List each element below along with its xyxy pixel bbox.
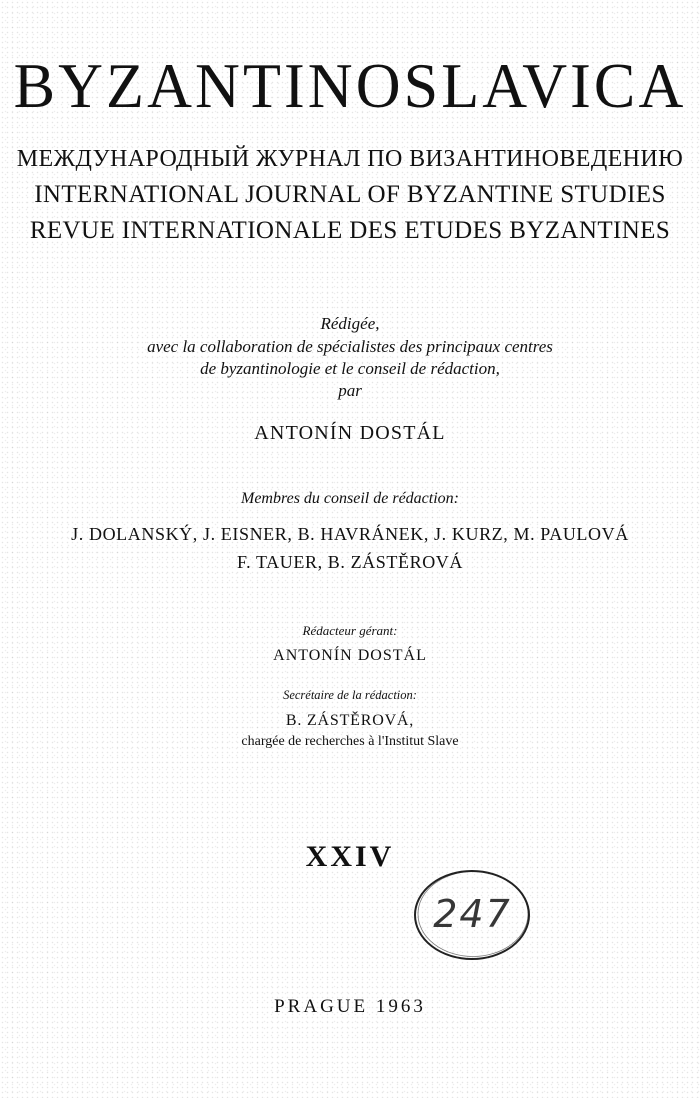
library-stamp xyxy=(410,866,535,963)
board-label: Membres du conseil de rédaction: xyxy=(240,490,459,507)
subtitle-french: REVUE INTERNATIONALE DES ETUDES BYZANTINES xyxy=(29,217,671,244)
secretary-role: chargée de recherches à l'Institut Slave xyxy=(241,734,459,749)
redaction-line-1: Rédigée, xyxy=(320,314,380,333)
board-members-line-1: J. DOLANSKÝ, J. EISNER, B. HAVRÁNEK, J. KURZ, M. PAULOVÁ xyxy=(71,524,629,544)
redaction-line-2: avec la collaboration de spécialistes des principaux centres xyxy=(147,337,553,356)
secretary-label: Secrétaire de la rédaction: xyxy=(283,688,417,702)
journal-title: BYZANTINOSLAVICA xyxy=(13,50,687,121)
gerant-label: Rédacteur gérant: xyxy=(302,623,398,638)
editor-name: ANTONÍN DOSTÁL xyxy=(254,422,446,444)
redaction-line-4: par xyxy=(338,381,362,400)
volume-number: XXIV xyxy=(305,840,395,873)
subtitle-russian: МЕЖДУНАРОДНЫЙ ЖУРНАЛ ПО ВИЗАНТИНОВЕДЕНИЮ xyxy=(16,146,684,172)
redaction-line-3: de byzantinologie et le conseil de rédaction, xyxy=(200,359,500,378)
secretary-name: B. ZÁSTĚROVÁ, xyxy=(285,712,415,729)
board-members-line-2: F. TAUER, B. ZÁSTĚROVÁ xyxy=(236,552,463,572)
imprint: PRAGUE 1963 xyxy=(274,996,426,1017)
subtitle-english: INTERNATIONAL JOURNAL OF BYZANTINE STUDIES xyxy=(34,181,666,208)
gerant-name: ANTONÍN DOSTÁL xyxy=(273,647,427,664)
stamp-number: 247 xyxy=(433,892,512,936)
